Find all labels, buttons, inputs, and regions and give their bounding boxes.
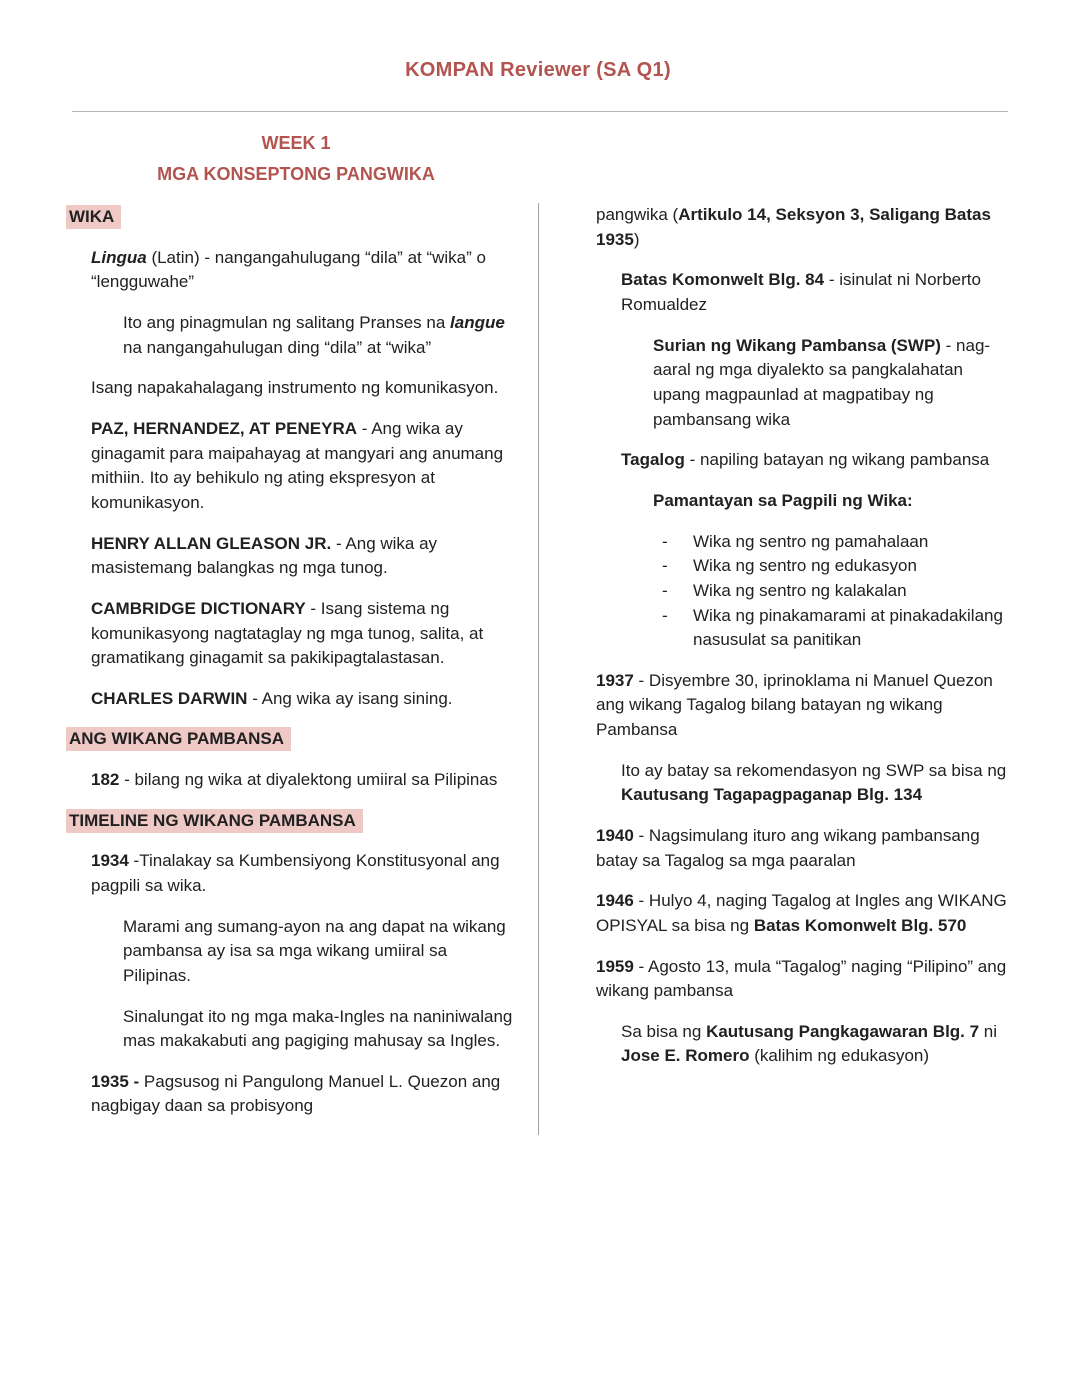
paragraph — [653, 489, 1010, 514]
text-run: Sa bisa ng — [621, 1021, 707, 1041]
paragraph — [596, 824, 1010, 873]
text-run: - Nagsimulang ituro ang wikang pambansang batay sa Tagalog sa mga paaralan — [596, 826, 980, 870]
week-header — [66, 130, 526, 187]
bullet-dash: - — [662, 580, 668, 600]
list-item — [662, 554, 1010, 579]
text-run: langue — [450, 313, 505, 333]
section-heading-text: TIMELINE NG WIKANG PAMBANSA — [66, 809, 363, 833]
section-heading — [66, 205, 518, 230]
text-run: Kautusang Tagapagpaganap Blg. 134 — [621, 785, 923, 805]
paragraph — [91, 246, 518, 295]
list-item — [662, 579, 1010, 604]
text-run: 1937 — [596, 670, 634, 690]
paragraph — [91, 1070, 518, 1119]
paragraph — [621, 448, 1010, 473]
section-heading-text: WIKA — [66, 205, 121, 229]
text-run: na nangangahulugan ding “dila” at “wika” — [123, 337, 432, 357]
section-heading — [66, 727, 518, 752]
two-column-content — [66, 203, 1010, 1135]
paragraph — [596, 955, 1010, 1004]
paragraph — [123, 311, 518, 360]
paragraph — [91, 417, 518, 516]
paragraph — [621, 759, 1010, 808]
paragraph — [123, 915, 518, 989]
text-run: 1934 — [91, 851, 129, 871]
text-run: 1940 — [596, 826, 634, 845]
bullet-text: Wika ng pinakamarami at pinakadakilang nasusulat sa panitikan — [693, 605, 1003, 650]
text-run: Isang napakahalagang instrumento ng komunikasyon. — [91, 378, 499, 398]
text-run: -Tinalakay sa Kumbensiyong Konstitusyonal ang pagpili sa wika. — [91, 851, 500, 895]
section-heading-text: ANG WIKANG PAMBANSA — [66, 727, 291, 751]
text-run: Batas Komonwelt Blg. 84 — [621, 270, 825, 290]
title-divider — [72, 111, 1008, 112]
text-run: - Isang sistema ng komunikasyong nagtataglay ng mga tunog, salita, at gramatikang ginagamit sa pakikipagtalastasan. — [91, 598, 484, 668]
text-run: - napiling batayan ng wikang pambansa — [684, 450, 990, 470]
text-run: Batas Komonwelt Blg. 570 — [753, 915, 967, 935]
paragraph — [91, 768, 518, 793]
paragraph — [91, 532, 518, 581]
text-run: Lingua — [91, 247, 147, 267]
paragraph — [91, 849, 518, 898]
text-run: Jose E. Romero — [621, 1046, 750, 1066]
text-run: Kautusang Pangkagawaran Blg. 7 — [706, 1021, 980, 1041]
text-run: 1935 - — [91, 1071, 140, 1091]
text-run: Pagsusog ni Pangulong Manuel L. Quezon ang nagbigay daan sa probisyong — [91, 1071, 501, 1116]
text-run: - Agosto 13, mula “Tagalog” naging “Pilipino” ang wikang pambansa — [596, 956, 1007, 1001]
right-column — [539, 203, 1010, 1135]
paragraph — [596, 889, 1010, 938]
paragraph — [123, 1005, 518, 1054]
text-run: Tagalog — [621, 450, 685, 470]
text-run: - bilang ng wika at diyalektong umiiral sa Pilipinas — [119, 770, 498, 790]
text-run: - Ang wika ay isang sining. — [247, 688, 453, 708]
paragraph — [596, 203, 1010, 252]
paragraph — [621, 268, 1010, 317]
page-subtitle: MGA KONSEPTONG PANGWIKA — [157, 164, 435, 185]
list-item — [662, 604, 1010, 653]
paragraph — [621, 1020, 1010, 1069]
bullet-text: Wika ng sentro ng edukasyon — [693, 556, 917, 576]
paragraph — [91, 597, 518, 671]
section-heading — [66, 809, 518, 834]
text-run: - Ang wika ay masistemang balangkas ng mga tunog. — [91, 533, 438, 578]
text-run: HENRY ALLAN GLEASON JR. — [91, 533, 332, 553]
text-run: pangwika ( — [596, 205, 679, 225]
text-run: Pamantayan sa Pagpili ng Wika: — [653, 490, 913, 510]
text-run: - Hulyo 4, naging Tagalog at Ingles ang WIKANG OPISYAL sa bisa ng — [596, 891, 1007, 935]
text-run: 1959 — [596, 956, 634, 976]
text-run: (kalihim ng edukasyon) — [749, 1046, 930, 1066]
text-run: Surian ng Wikang Pambansa (SWP) — [653, 335, 941, 355]
bullet-dash: - — [662, 531, 668, 551]
week-label: WEEK 1 — [261, 133, 331, 153]
text-run: ) — [633, 229, 640, 249]
paragraph — [596, 669, 1010, 743]
list-item — [662, 530, 1010, 555]
text-run: Ito ang pinagmulan ng salitang Pranses na — [123, 313, 451, 333]
text-run: - Ang wika ay ginagamit para maipahayag at mangyari ang anumang mithiin. Ito ay behikulo ng ating ekspresyon at komunikasyon. — [91, 419, 504, 512]
document-title: KOMPAN Reviewer (SA Q1) — [405, 59, 671, 81]
text-run: PAZ, HERNANDEZ, AT PENEYRA — [91, 419, 358, 439]
text-run: - nag-aaral ng mga diyalekto sa pangkalahatan upang magpaunlad at magpatibay ng pambansang wika — [653, 335, 991, 429]
paragraph — [91, 687, 518, 712]
text-run: 182 — [91, 770, 120, 790]
text-run: Sinalungat ito ng mga maka-Ingles na naniniwalang mas makakabuti ang pagiging mahusay sa Ingles. — [123, 1006, 513, 1051]
text-run: CAMBRIDGE DICTIONARY — [91, 598, 306, 618]
text-run: (Latin) - nangangahulugang “dila” at “wika” o “lengguwahe” — [91, 247, 486, 292]
bullet-text: Wika ng sentro ng pamahalaan — [693, 531, 929, 551]
text-run: - isinulat ni Norberto Romualdez — [621, 270, 981, 315]
paragraph — [653, 334, 1010, 433]
text-run: ni — [979, 1021, 998, 1041]
bullet-text: Wika ng sentro ng kalakalan — [693, 580, 907, 600]
bullet-list — [662, 530, 1010, 653]
bullet-dash: - — [662, 605, 668, 625]
text-run: 1946 — [596, 891, 634, 911]
text-run: CHARLES DARWIN — [91, 688, 248, 708]
text-run: - Disyembre 30, iprinoklama ni Manuel Quezon ang wikang Tagalog bilang batayan ng wikang Pambansa — [596, 670, 993, 740]
text-run: Marami ang sumang-ayon na ang dapat na wikang pambansa ay isa sa mga wikang umiiral sa Pilipinas. — [123, 916, 506, 985]
text-run: Artikulo 14, Seksyon 3, Saligang Batas 1935 — [596, 205, 991, 249]
paragraph — [91, 376, 518, 401]
text-run: Ito ay batay sa rekomendasyon ng SWP sa bisa ng — [621, 760, 1007, 780]
bullet-dash: - — [662, 556, 668, 576]
left-column — [66, 203, 518, 1135]
